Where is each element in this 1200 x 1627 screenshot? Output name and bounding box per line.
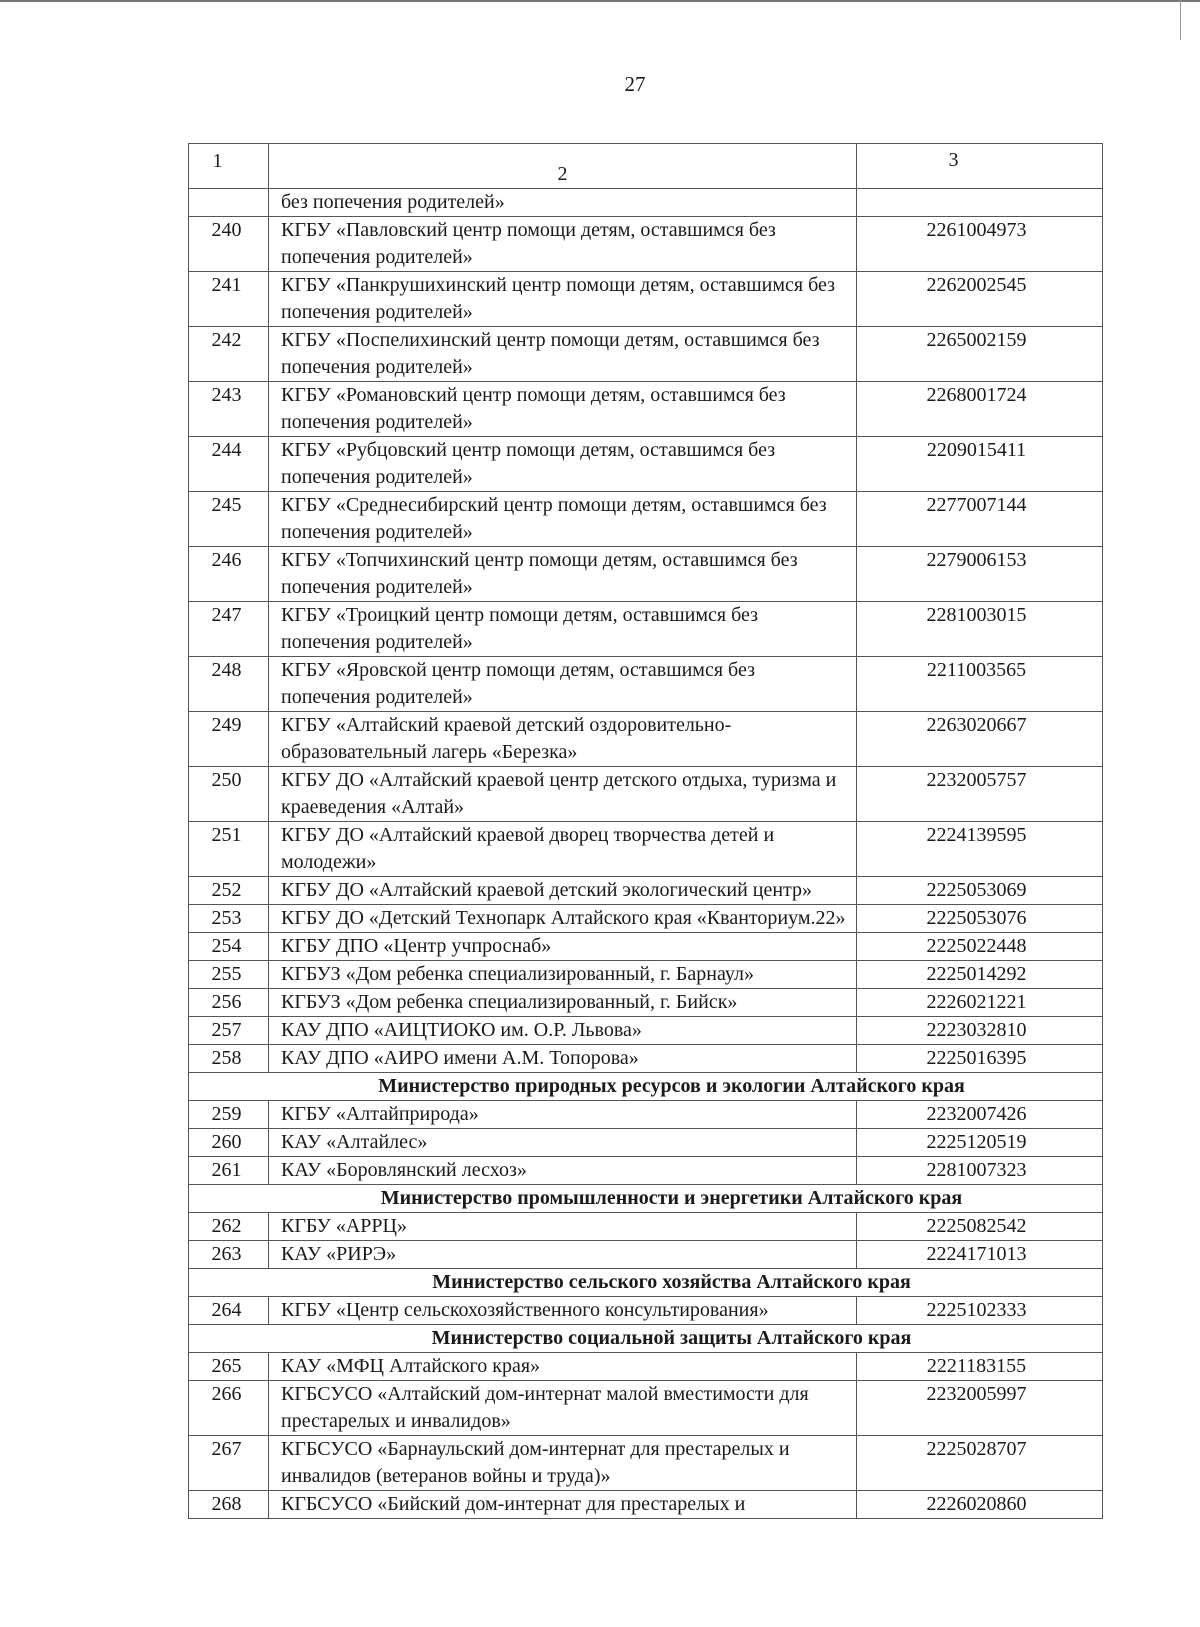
row-inn: 2225014292: [857, 961, 1103, 989]
row-inn: 2265002159: [857, 327, 1103, 382]
row-inn: 2225022448: [857, 933, 1103, 961]
table-row: [189, 547, 1103, 602]
row-number: 253: [189, 905, 269, 933]
page-right-edge: [1180, 0, 1181, 40]
row-number: 256: [189, 989, 269, 1017]
row-number: 241: [189, 272, 269, 327]
table-row: [189, 492, 1103, 547]
row-number: 254: [189, 933, 269, 961]
row-organization-name: КГБУ «Романовский центр помощи детям, оставшимся без попечения родителей»: [269, 382, 857, 437]
section-title: Министерство промышленности и энергетики Алтайского края: [189, 1185, 1103, 1213]
row-number: 259: [189, 1101, 269, 1129]
row-number: 258: [189, 1045, 269, 1073]
row-inn: 2232005997: [857, 1381, 1103, 1436]
row-organization-name: КГБУ «Павловский центр помощи детям, оставшимся без попечения родителей»: [269, 217, 857, 272]
row-organization-name: КАУ «МФЦ Алтайского края»: [269, 1353, 857, 1381]
table-header-row: [189, 144, 1103, 189]
row-organization-name: КАУ «Алтайлес»: [269, 1129, 857, 1157]
row-organization-name: КГБУ «Рубцовский центр помощи детям, оставшимся без попечения родителей»: [269, 437, 857, 492]
section-header-row: [189, 1185, 1103, 1213]
row-inn: 2225053076: [857, 905, 1103, 933]
row-inn: 2225028707: [857, 1436, 1103, 1491]
page-top-edge: [0, 0, 1200, 2]
row-number: 263: [189, 1241, 269, 1269]
row-inn: 2225016395: [857, 1045, 1103, 1073]
table-row: [189, 382, 1103, 437]
row-number: 248: [189, 657, 269, 712]
section-title: Министерство социальной защиты Алтайского края: [189, 1325, 1103, 1353]
row-organization-name: КГБУ «Троицкий центр помощи детям, оставшимся без попечения родителей»: [269, 602, 857, 657]
column-header-3: 3: [857, 144, 1103, 189]
row-number: 268: [189, 1491, 269, 1519]
row-organization-name: КГБУ «Поспелихинский центр помощи детям, оставшимся без попечения родителей»: [269, 327, 857, 382]
table-row: [189, 657, 1103, 712]
row-number: 247: [189, 602, 269, 657]
row-organization-name: КАУ ДПО «АИРО имени А.М. Топорова»: [269, 1045, 857, 1073]
table-row: [189, 1381, 1103, 1436]
table-row: [189, 1017, 1103, 1045]
table-row: [189, 822, 1103, 877]
row-organization-name: КГБСУСО «Алтайский дом-интернат малой вместимости для престарелых и инвалидов»: [269, 1381, 857, 1436]
row-number: 251: [189, 822, 269, 877]
row-organization-name: КГБУ «АРРЦ»: [269, 1213, 857, 1241]
row-inn: 2223032810: [857, 1017, 1103, 1045]
row-inn: 2225082542: [857, 1213, 1103, 1241]
row-number: 267: [189, 1436, 269, 1491]
row-number: 255: [189, 961, 269, 989]
row-organization-name: КГБСУСО «Бийский дом-интернат для престарелых и: [269, 1491, 857, 1519]
row-inn: 2263020667: [857, 712, 1103, 767]
row-organization-name: КАУ «Боровлянский лесхоз»: [269, 1157, 857, 1185]
row-organization-name: КГБУ «Топчихинский центр помощи детям, оставшимся без попечения родителей»: [269, 547, 857, 602]
row-inn: 2262002545: [857, 272, 1103, 327]
table-row: [189, 1491, 1103, 1519]
table-row: [189, 767, 1103, 822]
table-row: [189, 217, 1103, 272]
row-inn: 2209015411: [857, 437, 1103, 492]
page-number: 27: [624, 72, 646, 96]
table-row: [189, 905, 1103, 933]
row-inn: 2224139595: [857, 822, 1103, 877]
row-organization-name: КАУ ДПО «АИЦТИОКО им. О.Р. Львова»: [269, 1017, 857, 1045]
table-row: [189, 989, 1103, 1017]
table-row: [189, 327, 1103, 382]
table-row: [189, 1101, 1103, 1129]
row-organization-name: КГБУ ДО «Детский Технопарк Алтайского края «Кванториум.22»: [269, 905, 857, 933]
row-inn: [857, 189, 1103, 217]
table-row: [189, 1045, 1103, 1073]
row-organization-name: КГБУ ДО «Алтайский краевой детский экологический центр»: [269, 877, 857, 905]
row-number: 242: [189, 327, 269, 382]
row-organization-name: КГБУЗ «Дом ребенка специализированный, г. Барнаул»: [269, 961, 857, 989]
row-number: 243: [189, 382, 269, 437]
table-row: [189, 712, 1103, 767]
row-number: 240: [189, 217, 269, 272]
table-row: [189, 1129, 1103, 1157]
row-inn: 2279006153: [857, 547, 1103, 602]
row-number: 262: [189, 1213, 269, 1241]
table-row: [189, 1157, 1103, 1185]
row-number: 252: [189, 877, 269, 905]
row-number: 264: [189, 1297, 269, 1325]
section-title: Министерство сельского хозяйства Алтайского края: [189, 1269, 1103, 1297]
row-number: 260: [189, 1129, 269, 1157]
table-body: [189, 189, 1103, 1519]
row-organization-name: КГБУ ДПО «Центр учпроснаб»: [269, 933, 857, 961]
row-organization-name: КГБУ «Алтайприрода»: [269, 1101, 857, 1129]
row-number: 261: [189, 1157, 269, 1185]
row-organization-name: КГБУ «Среднесибирский центр помощи детям, оставшимся без попечения родителей»: [269, 492, 857, 547]
row-inn: 2232007426: [857, 1101, 1103, 1129]
row-number: 250: [189, 767, 269, 822]
section-header-row: [189, 1269, 1103, 1297]
table-row: [189, 272, 1103, 327]
continuation-row: [189, 189, 1103, 217]
row-organization-name: КГБУ ДО «Алтайский краевой дворец творчества детей и молодежи»: [269, 822, 857, 877]
row-inn: 2232005757: [857, 767, 1103, 822]
row-organization-name: КГБУ «Центр сельскохозяйственного консультирования»: [269, 1297, 857, 1325]
column-header-1: 1: [189, 144, 269, 189]
table-row: [189, 1353, 1103, 1381]
row-number: 246: [189, 547, 269, 602]
row-number: 265: [189, 1353, 269, 1381]
row-organization-name: КГБУ «Алтайский краевой детский оздоровительно-образовательный лагерь «Березка»: [269, 712, 857, 767]
row-inn: 2221183155: [857, 1353, 1103, 1381]
section-header-row: [189, 1325, 1103, 1353]
row-organization-name: КГБУ «Панкрушихинский центр помощи детям, оставшимся без попечения родителей»: [269, 272, 857, 327]
table-row: [189, 933, 1103, 961]
row-inn: 2268001724: [857, 382, 1103, 437]
table-row: [189, 1241, 1103, 1269]
row-inn: 2281007323: [857, 1157, 1103, 1185]
table-row: [189, 1297, 1103, 1325]
row-number: [189, 189, 269, 217]
row-organization-name: КАУ «РИРЭ»: [269, 1241, 857, 1269]
row-inn: 2226020860: [857, 1491, 1103, 1519]
section-title: Министерство природных ресурсов и экологии Алтайского края: [189, 1073, 1103, 1101]
row-inn: 2211003565: [857, 657, 1103, 712]
table-row: [189, 877, 1103, 905]
row-number: 245: [189, 492, 269, 547]
row-organization-name: КГБУ «Яровской центр помощи детям, оставшимся без попечения родителей»: [269, 657, 857, 712]
row-inn: 2261004973: [857, 217, 1103, 272]
table-row: [189, 1213, 1103, 1241]
row-number: 266: [189, 1381, 269, 1436]
row-number: 257: [189, 1017, 269, 1045]
row-inn: 2225102333: [857, 1297, 1103, 1325]
row-number: 249: [189, 712, 269, 767]
row-inn: 2225120519: [857, 1129, 1103, 1157]
table-row: [189, 961, 1103, 989]
row-inn: 2224171013: [857, 1241, 1103, 1269]
row-organization-name: КГБСУСО «Барнаульский дом-интернат для престарелых и инвалидов (ветеранов войны и труда)»: [269, 1436, 857, 1491]
table-row: [189, 437, 1103, 492]
row-inn: 2281003015: [857, 602, 1103, 657]
column-header-2: 2: [269, 144, 857, 189]
row-inn: 2225053069: [857, 877, 1103, 905]
row-number: 244: [189, 437, 269, 492]
organizations-table: [188, 143, 1103, 1519]
row-organization-name: КГБУЗ «Дом ребенка специализированный, г. Бийск»: [269, 989, 857, 1017]
section-header-row: [189, 1073, 1103, 1101]
table-row: [189, 1436, 1103, 1491]
row-organization-name: без попечения родителей»: [269, 189, 857, 217]
row-inn: 2277007144: [857, 492, 1103, 547]
table-row: [189, 602, 1103, 657]
row-inn: 2226021221: [857, 989, 1103, 1017]
row-organization-name: КГБУ ДО «Алтайский краевой центр детского отдыха, туризма и краеведения «Алтай»: [269, 767, 857, 822]
